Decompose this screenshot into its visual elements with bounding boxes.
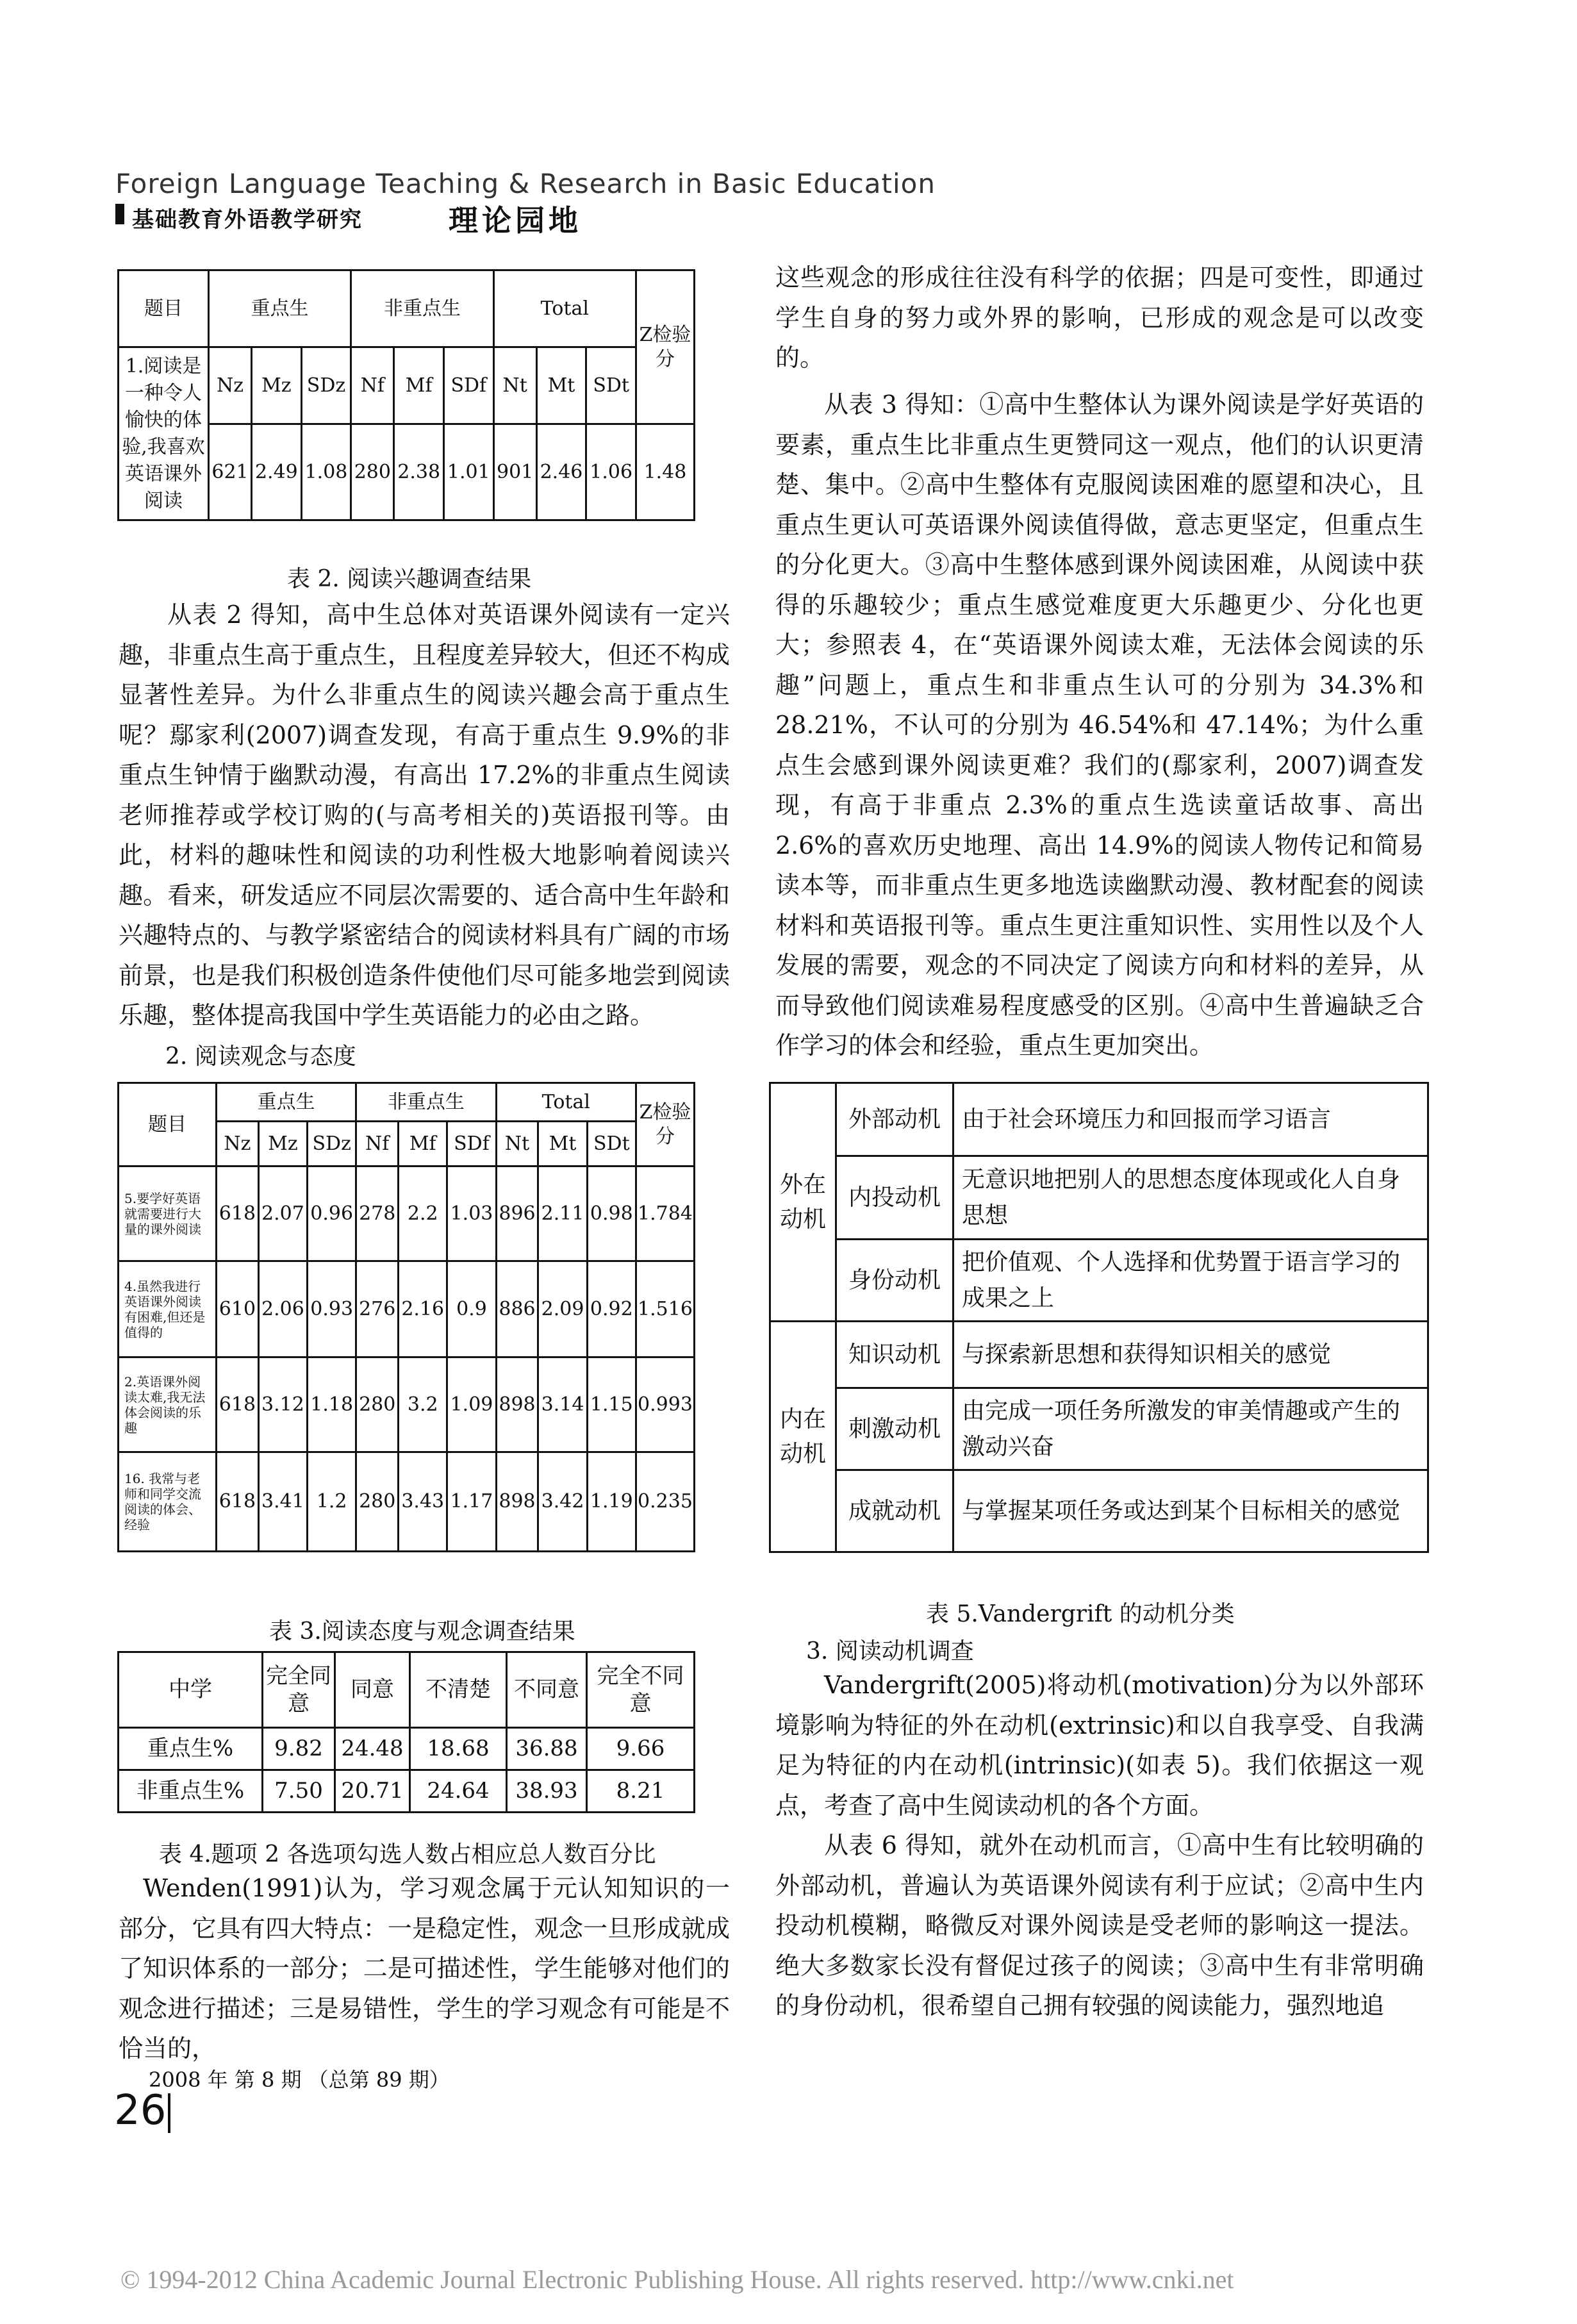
t4-cell: 24.48: [335, 1728, 410, 1770]
t3-question: 5.要学好英语就需要进行大量的课外阅读: [119, 1166, 217, 1261]
t3-cell: 278: [356, 1166, 399, 1261]
paragraph: 从表 2 得知，高中生总体对英语课外阅读有一定兴趣，非重点生高于重点生，且程度差异较大，但还不构成显著性差异。为什么非重点生的阅读兴趣会高于重点生呢？鄢家利(2007)调查发现，有高于重点生 9.9%的非重点生钟情于幽默动漫，有高出 17.2%的非重点生阅读老师推荐或学校订购的(与高考相关的)英语报刊等。由此，材料的趣味性和阅读的功利性极大地影响着阅读兴趣。看来，研发适应不同层次需要的、适合高中生年龄和兴趣特点的、与教学紧密结合的阅读材料具有广阔的市场前景，也是我们积极创造条件使他们尽可能多地尝到阅读乐趣，整体提高我国中学生英语能力的必由之路。: [119, 601, 730, 1029]
t5-type: 身份动机: [836, 1240, 954, 1322]
table-3: [117, 1082, 695, 1552]
t3-sub: SDt: [587, 1122, 636, 1166]
t4-cell: 18.68: [410, 1728, 507, 1770]
t3-question: 16. 我常与老师和同学交流阅读的体会、经验: [119, 1452, 217, 1552]
table-row: [119, 1357, 695, 1452]
t4-cell: 9.82: [263, 1728, 335, 1770]
t3-h-topic: 题目: [119, 1083, 217, 1166]
table-row: [119, 1728, 695, 1770]
t3-cell: 0.92: [587, 1261, 636, 1357]
t3-cell: 2.11: [538, 1166, 587, 1261]
t3-cell: 1.516: [636, 1261, 695, 1357]
t3-cell: 1.15: [587, 1357, 636, 1452]
t2-sub: SDt: [586, 347, 636, 424]
t3-cell: 3.41: [258, 1452, 307, 1552]
t4-cell: 38.93: [507, 1770, 587, 1813]
t3-cell: 0.9: [447, 1261, 496, 1357]
t5-desc: 与掌握某项任务或达到某个目标相关的感觉: [954, 1470, 1428, 1552]
t5-desc: 把价值观、个人选择和优势置于语言学习的成果之上: [954, 1240, 1428, 1322]
t4-header: 不清楚: [410, 1652, 507, 1728]
issue-info: 2008 年 第 8 期 （总第 89 期）: [149, 2068, 450, 2092]
table-5: [769, 1082, 1429, 1553]
t2-cell: 1.48: [636, 424, 695, 520]
t2-cell: 1.08: [301, 424, 351, 520]
t3-sub: Mz: [258, 1122, 307, 1166]
t4-header: 完全不同意: [587, 1652, 695, 1728]
table-row: [119, 1261, 695, 1357]
t3-sub: Mt: [538, 1122, 587, 1166]
t3-cell: 3.12: [258, 1357, 307, 1452]
t3-h-nonkey: 非重点生: [356, 1083, 496, 1122]
t5-type: 刺激动机: [836, 1388, 954, 1470]
section-heading-2: 2. 阅读观念与态度: [165, 1043, 356, 1070]
t4-cell: 7.50: [263, 1770, 335, 1813]
paragraph: 从表 6 得知，就外在动机而言，①高中生有比较明确的外部动机，普遍认为英语课外阅读有利于应试；②高中生内投动机模糊，略微反对课外阅读是受老师的影响这一提法。绝大多数家长没有督促过孩子的阅读；③高中生有非常明确的身份动机，很希望自己拥有较强的阅读能力，强烈地追: [775, 1831, 1424, 2020]
t2-h-key: 重点生: [209, 270, 351, 347]
t5-type: 知识动机: [836, 1322, 954, 1388]
t2-cell: 621: [209, 424, 252, 520]
t3-cell: 1.17: [447, 1452, 496, 1552]
t2-sub: SDz: [301, 347, 351, 424]
t4-header: 中学: [119, 1652, 263, 1728]
t3-cell: 3.42: [538, 1452, 587, 1552]
t3-cell: 618: [217, 1166, 259, 1261]
t2-h-topic: 题目: [119, 270, 209, 347]
t3-cell: 618: [217, 1452, 259, 1552]
t3-cell: 898: [496, 1357, 538, 1452]
table-3-caption: 表 3.阅读态度与观念调查结果: [269, 1618, 575, 1645]
t2-cell: 2.38: [394, 424, 444, 520]
t3-cell: 0.993: [636, 1357, 695, 1452]
t5-desc: 由于社会环境压力和回报而学习语言: [954, 1083, 1428, 1156]
t3-h-key: 重点生: [217, 1083, 356, 1122]
t3-cell: 3.14: [538, 1357, 587, 1452]
t4-cell: 8.21: [587, 1770, 695, 1813]
t2-h-z: Z检验分: [636, 270, 695, 424]
table-4: [117, 1651, 695, 1813]
t5-type: 外部动机: [836, 1083, 954, 1156]
t3-cell: 886: [496, 1261, 538, 1357]
t3-cell: 2.2: [399, 1166, 447, 1261]
t5-group: 内在动机: [770, 1322, 836, 1552]
t3-cell: 618: [217, 1357, 259, 1452]
t4-cell: 24.64: [410, 1770, 507, 1813]
t2-sub: Mf: [394, 347, 444, 424]
paragraph: 这些观念的形成往往没有科学的依据；四是可变性，即通过学生自身的努力或外界的影响，已形成的观念是可以改变的。: [775, 263, 1424, 372]
t4-header: 同意: [335, 1652, 410, 1728]
page-number: 26: [114, 2087, 167, 2134]
t3-cell: 276: [356, 1261, 399, 1357]
t2-cell: 2.46: [536, 424, 586, 520]
copyright-footer: © 1994-2012 China Academic Journal Electronic Publishing House. All rights reserved. http://www.cnki.net: [120, 2265, 1234, 2294]
journal-title-en: Foreign Language Teaching & Research in Basic Education: [115, 168, 936, 199]
t3-cell: 2.16: [399, 1261, 447, 1357]
journal-title-cn: 基础教育外语教学研究: [132, 207, 363, 233]
table-2: [117, 269, 695, 521]
t5-type: 内投动机: [836, 1156, 954, 1240]
table-row: [119, 1770, 695, 1813]
t5-desc: 无意识地把别人的思想态度体现或化人自身思想: [954, 1156, 1428, 1240]
table-5-caption: 表 5.Vandergrift 的动机分类: [926, 1601, 1235, 1627]
t2-h-nonkey: 非重点生: [351, 270, 493, 347]
t2-sub: SDf: [443, 347, 493, 424]
t2-question: 1.阅读是一种令人愉快的体验,我喜欢英语课外阅读: [119, 347, 209, 520]
t3-cell: 610: [217, 1261, 259, 1357]
t3-cell: 898: [496, 1452, 538, 1552]
t2-cell: 1.01: [443, 424, 493, 520]
t4-header: 不同意: [507, 1652, 587, 1728]
t3-cell: 1.784: [636, 1166, 695, 1261]
t3-cell: 2.06: [258, 1261, 307, 1357]
t4-cell: 20.71: [335, 1770, 410, 1813]
t2-cell: 901: [493, 424, 536, 520]
t3-cell: 3.43: [399, 1452, 447, 1552]
t2-h-total: Total: [493, 270, 636, 347]
t3-cell: 1.03: [447, 1166, 496, 1261]
paragraph: 从表 3 得知：①高中生整体认为课外阅读是学好英语的要素，重点生比非重点生更赞同这一观点，他们的认识更清楚、集中。②高中生整体有克服阅读困难的愿望和决心，且重点生更认可英语课外阅读值得做，意志更坚定，但重点生的分化更大。③高中生整体感到课外阅读困难，从阅读中获得的乐趣较少；重点生感觉难度更大乐趣更少、分化也更大；参照表 4，在“英语课外阅读太难，无法体会阅读的乐趣”问题上，重点生和非重点生认可的分别为 34.3%和 28.21%，不认可的分别为 46.54%和 47.14%；为什么重点生会感到课外阅读更难？我们的(鄢家利，2007)调查发现，有高于非重点 2.3%的重点生选读童话故事、高出 2.6%的喜欢历史地理、高出 14.9%的阅读人物传记和简易读本等，而非重点生更多地选读幽默动漫、教材配套的阅读材料和英语报刊等。重点生更注重知识性、实用性以及个人发展的需要，观念的不同决定了阅读方向和材料的差异，从而导致他们阅读难易程度感受的区别。④高中生普遍缺乏合作学习的体会和经验，重点生更加突出。: [775, 390, 1424, 1059]
t5-desc: 与探索新思想和获得知识相关的感觉: [954, 1322, 1428, 1388]
t4-cell: 非重点生%: [119, 1770, 263, 1813]
page-number-bar: [168, 2093, 170, 2133]
t5-desc: 由完成一项任务所激发的审美情趣或产生的激动兴奋: [954, 1388, 1428, 1470]
t2-sub: Mt: [536, 347, 586, 424]
t2-cell: 2.49: [252, 424, 302, 520]
t4-cell: 36.88: [507, 1728, 587, 1770]
t3-cell: 1.09: [447, 1357, 496, 1452]
header-mark: [115, 204, 124, 224]
table-row: [119, 1166, 695, 1261]
t3-sub: Nf: [356, 1122, 399, 1166]
t3-sub: SDf: [447, 1122, 496, 1166]
t3-cell: 1.18: [308, 1357, 356, 1452]
t3-cell: 0.96: [308, 1166, 356, 1261]
table-4-caption: 表 4.题项 2 各选项勾选人数占相应总人数百分比: [159, 1841, 656, 1868]
table-2-caption: 表 2. 阅读兴趣调查结果: [287, 566, 532, 592]
t3-cell: 1.19: [587, 1452, 636, 1552]
t2-sub: Nz: [209, 347, 252, 424]
table-row: [119, 1452, 695, 1552]
paragraph: Wenden(1991)认为，学习观念属于元认知知识的一部分，它具有四大特点：一是稳定性，观念一旦形成就成了知识体系的一部分；二是可描述性，学生能够对他们的观念进行描述；三是易错性，学生的学习观念有可能是不恰当的，: [119, 1874, 730, 2063]
t3-h-z: Z检验分: [636, 1083, 695, 1166]
t3-cell: 0.98: [587, 1166, 636, 1261]
t3-h-total: Total: [496, 1083, 636, 1122]
paragraph: Vandergrift(2005)将动机(motivation)分为以外部环境影响为特征的外在动机(extrinsic)和以自我享受、自我满足为特征的内在动机(intrinsic)(如表 5)。我们依据这一观点，考查了高中生阅读动机的各个方面。: [775, 1671, 1424, 1820]
t3-cell: 0.93: [308, 1261, 356, 1357]
section-tag: 理论园地: [449, 203, 582, 238]
t2-sub: Nf: [351, 347, 394, 424]
t4-cell: 9.66: [587, 1728, 695, 1770]
t3-cell: 0.235: [636, 1452, 695, 1552]
section-heading-3: 3. 阅读动机调查: [806, 1638, 974, 1664]
t2-sub: Mz: [252, 347, 302, 424]
t3-cell: 2.07: [258, 1166, 307, 1261]
t5-type: 成就动机: [836, 1470, 954, 1552]
t3-question: 4.虽然我进行英语课外阅读有困难,但还是值得的: [119, 1261, 217, 1357]
t2-cell: 1.06: [586, 424, 636, 520]
t3-sub: Nt: [496, 1122, 538, 1166]
t4-cell: 重点生%: [119, 1728, 263, 1770]
t3-sub: Nz: [217, 1122, 259, 1166]
t3-sub: SDz: [308, 1122, 356, 1166]
t3-cell: 896: [496, 1166, 538, 1261]
t3-cell: 280: [356, 1452, 399, 1552]
t3-cell: 2.09: [538, 1261, 587, 1357]
t4-header: 完全同意: [263, 1652, 335, 1728]
t2-sub: Nt: [493, 347, 536, 424]
t3-question: 2.英语课外阅读太难,我无法体会阅读的乐趣: [119, 1357, 217, 1452]
t3-cell: 3.2: [399, 1357, 447, 1452]
t3-sub: Mf: [399, 1122, 447, 1166]
t3-cell: 280: [356, 1357, 399, 1452]
t2-cell: 280: [351, 424, 394, 520]
t5-group: 外在动机: [770, 1083, 836, 1322]
t3-cell: 1.2: [308, 1452, 356, 1552]
